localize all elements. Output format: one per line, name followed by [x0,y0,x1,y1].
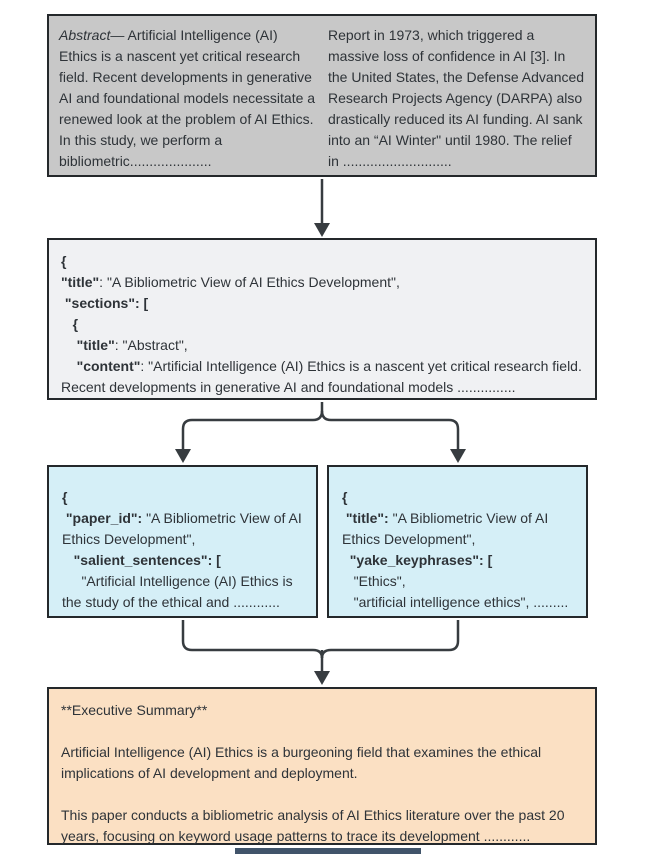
parsed-json-box: { "title": "A Bibliometric View of AI Ethics Development", "sections": [ { "title": "Abstract", "content": "Artificial Intelligence (AI) Ethics is a nascent yet critical research field. Recent developments in generative AI and foundational models ............... [47,238,597,400]
abstract-right-column: Report in 1973, which triggered a massive loss of confidence in AI [3]. In the United States, the Defense Advanced Research Projects Agency (DARPA) also drastically reduced its AI funding. AI sank into an “AI Winter" until 1980. The relief in ............................ [328,27,588,169]
executive-summary-box: **Executive Summary** Artificial Intelligence (AI) Ethics is a burgeoning field that examines the ethical implications of AI development and deployment. This paper conducts a bibliometric analysis of AI Ethics literature over the past 20 years, focusing on keyword usage patterns to trace its development ............ [47,687,597,845]
yake-keyphrases-box: { "title": "A Bibliometric View of AI Ethics Development", "yake_keyphrases": [ "Ethics", "artificial intelligence ethics", ......... [327,465,588,618]
arrow-salient-to-summary [183,620,322,658]
arrow-abstract-to-json [314,179,330,237]
salient-sentences-box: { "paper_id": "A Bibliometric View of AI Ethics Development", "salient_sentences": [ "Artificial Intelligence (AI) Ethics is the study of the ethical and ............ [47,465,318,618]
arrow-merge-to-summary [314,650,330,685]
arrow-yake-to-summary [322,620,458,658]
arrow-json-to-salient [175,402,322,463]
arrow-json-to-yake [322,411,466,463]
abstract-source-box [47,14,597,177]
abstract-left-column: Abstract— Artificial Intelligence (AI) Ethics is a nascent yet critical research field. Recent developments in generative AI and foundational models necessitate a renewed look at the problem of AI Ethics. In this study, we perform a bibliometric..................... [59,27,319,169]
cutoff-bottom-element [235,848,421,854]
